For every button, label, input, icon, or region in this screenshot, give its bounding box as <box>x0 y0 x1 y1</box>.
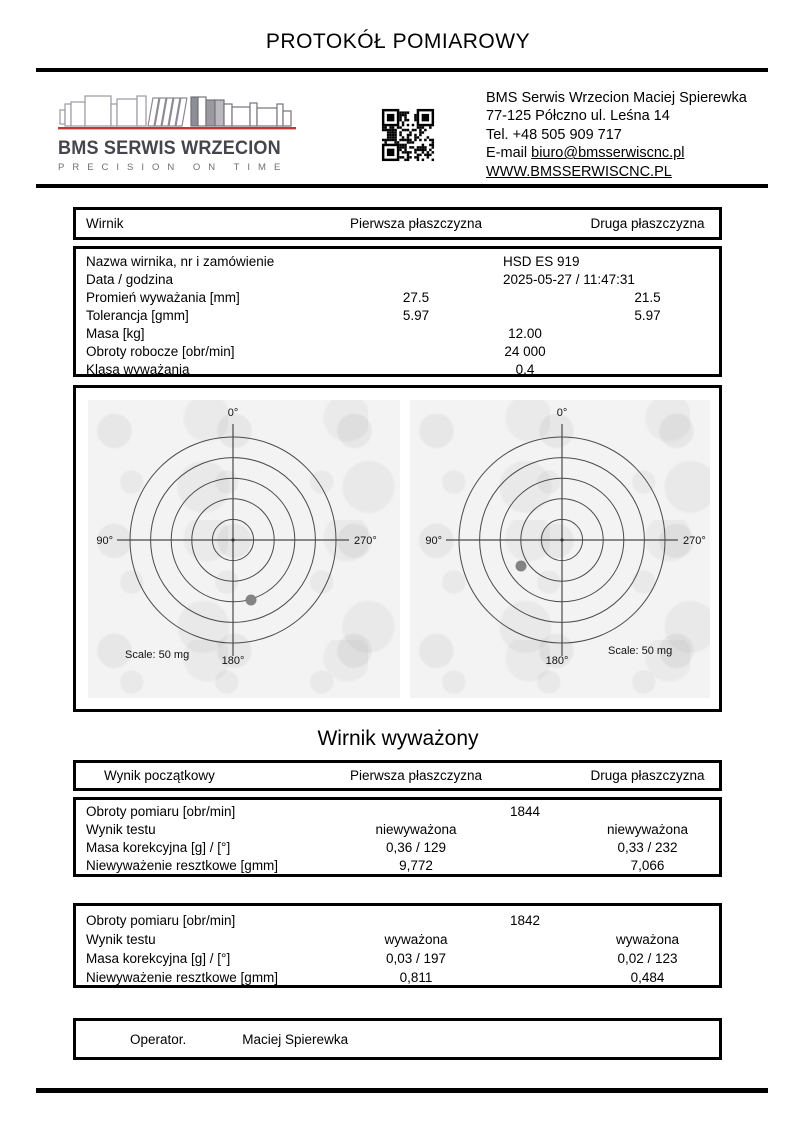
column-header: Wynik początkowy <box>104 768 215 783</box>
table-row <box>76 949 719 968</box>
plane1-value: 0,03 / 197 <box>385 951 447 966</box>
plane2-value: 0,484 <box>630 970 665 985</box>
row-label: Klasa wyważania <box>86 362 190 377</box>
contact-phone: Tel. +48 505 909 717 <box>486 126 622 143</box>
plane2-value: 21.5 <box>634 290 661 305</box>
table-row <box>76 857 719 875</box>
scale-label: Scale: 50 mg <box>125 649 190 661</box>
table-row <box>76 343 719 361</box>
company-logo <box>58 92 298 173</box>
top-divider <box>36 68 768 72</box>
table-row <box>76 253 719 271</box>
angle-label-90: 90° <box>96 535 113 547</box>
plane1-value: wyważona <box>384 932 448 947</box>
operator-label: Operator. <box>130 1031 187 1047</box>
column-header: Pierwsza płaszczyzna <box>349 216 483 231</box>
plane1-value: 5.97 <box>402 308 430 323</box>
operator-box <box>73 1018 722 1060</box>
initial-result-header <box>73 760 722 791</box>
row-label: Wynik testu <box>86 932 156 947</box>
final-result-body <box>73 903 722 988</box>
unbalance-dot <box>516 561 527 572</box>
footer-divider <box>36 1088 768 1093</box>
plane1-value: 0,811 <box>399 970 433 985</box>
scale-label: Scale: 50 mg <box>608 645 673 657</box>
plane1-value: 27.5 <box>402 290 430 305</box>
website-link[interactable]: WWW.BMSSERWISCNC.PL <box>486 163 672 180</box>
initial-result-body <box>73 797 722 877</box>
email-link[interactable]: biuro@bmsserwiscnc.pl <box>531 145 685 162</box>
table-row <box>76 325 719 343</box>
angle-label-180: 180° <box>221 655 245 667</box>
plane2-value: 5.97 <box>634 308 661 323</box>
table-row <box>76 307 719 325</box>
angle-label-270: 270° <box>683 535 706 547</box>
column-header: Pierwsza płaszczyzna <box>349 768 483 783</box>
row-value: HSD ES 919 <box>503 254 580 269</box>
contact-website-line <box>486 163 776 181</box>
row-label: Wynik testu <box>86 822 156 837</box>
plane2-value: niewyważona <box>606 822 689 837</box>
row-value: 1842 <box>509 913 541 928</box>
column-header: Druga płaszczyzna <box>590 216 705 231</box>
plane2-value: 0,02 / 123 <box>617 951 678 966</box>
column-header: Druga płaszczyzna <box>590 768 705 783</box>
logo-wordmark: BMS SERWIS WRZECION <box>58 138 281 159</box>
row-label: Masa korekcyjna [g] / [°] <box>86 840 231 855</box>
contact-name: BMS Serwis Wrzecion Maciej Spierewka <box>486 90 747 106</box>
row-label: Niewyważenie resztkowe [gmm] <box>86 970 279 985</box>
rotor-table-body <box>73 246 722 377</box>
plane2-value: 0,33 / 232 <box>617 840 678 855</box>
row-value: 24 000 <box>504 344 546 359</box>
balanced-heading: Wirnik wyważony <box>317 727 479 750</box>
table-row <box>76 361 719 379</box>
angle-label-0: 0° <box>556 407 568 419</box>
table-row <box>76 271 719 289</box>
email-label: E-mail <box>486 145 532 162</box>
table-row <box>76 839 719 857</box>
plane1-value: 9,772 <box>399 858 433 873</box>
row-label: Obroty robocze [obr/min] <box>86 344 235 359</box>
unbalance-dot <box>246 595 257 606</box>
table-row <box>76 930 719 949</box>
row-label: Masa [kg] <box>86 326 145 341</box>
polar-chart-plane2 <box>412 388 712 698</box>
row-label: Nazwa wirnika, nr i zamówienie <box>86 254 275 269</box>
contact-address: 77-125 Półczno ul. Leśna 14 <box>486 108 670 125</box>
operator-name: Maciej Spierewka <box>242 1031 349 1047</box>
rotor-table-header <box>73 207 722 240</box>
polar-chart-plane1 <box>83 388 383 698</box>
table-row <box>76 968 719 987</box>
plane1-value: niewyważona <box>375 822 457 837</box>
plane1-value: 0,36 / 129 <box>385 840 447 855</box>
row-label: Obroty pomiaru [obr/min] <box>86 913 236 928</box>
angle-label-270: 270° <box>354 535 377 547</box>
column-header: Wirnik <box>86 216 124 231</box>
row-value: 2025-05-27 / 11:47:31 <box>503 272 635 287</box>
logo-red-line <box>58 127 296 129</box>
table-row <box>76 289 719 307</box>
row-label: Tolerancja [gmm] <box>86 308 189 323</box>
page-title: PROTOKÓŁ POMIAROWY <box>265 30 531 53</box>
header-divider <box>36 184 768 188</box>
row-label: Obroty pomiaru [obr/min] <box>86 804 236 819</box>
spindle-drawing-icon <box>58 92 296 132</box>
qr-code-icon <box>372 99 444 171</box>
contact-email-line <box>486 144 776 162</box>
row-label: Data / godzina <box>86 272 174 287</box>
row-label: Promień wyważania [mm] <box>86 290 240 305</box>
row-value: 0.4 <box>515 362 535 377</box>
company-contact <box>486 89 776 181</box>
plane2-value: 7,066 <box>630 858 665 873</box>
plane2-value: wyważona <box>615 932 680 947</box>
row-label: Masa korekcyjna [g] / [°] <box>86 951 231 966</box>
angle-label-0: 0° <box>227 407 239 419</box>
polar-charts-panel <box>73 385 722 712</box>
row-value: 12.00 <box>508 326 542 341</box>
table-row <box>76 911 719 930</box>
row-label: Niewyważenie resztkowe [gmm] <box>86 858 279 873</box>
row-value: 1844 <box>509 804 541 819</box>
table-row <box>76 803 719 821</box>
angle-label-90: 90° <box>425 535 442 547</box>
angle-label-180: 180° <box>545 655 569 667</box>
logo-tagline: PRECISION ON TIME <box>58 162 289 173</box>
table-row <box>76 821 719 839</box>
